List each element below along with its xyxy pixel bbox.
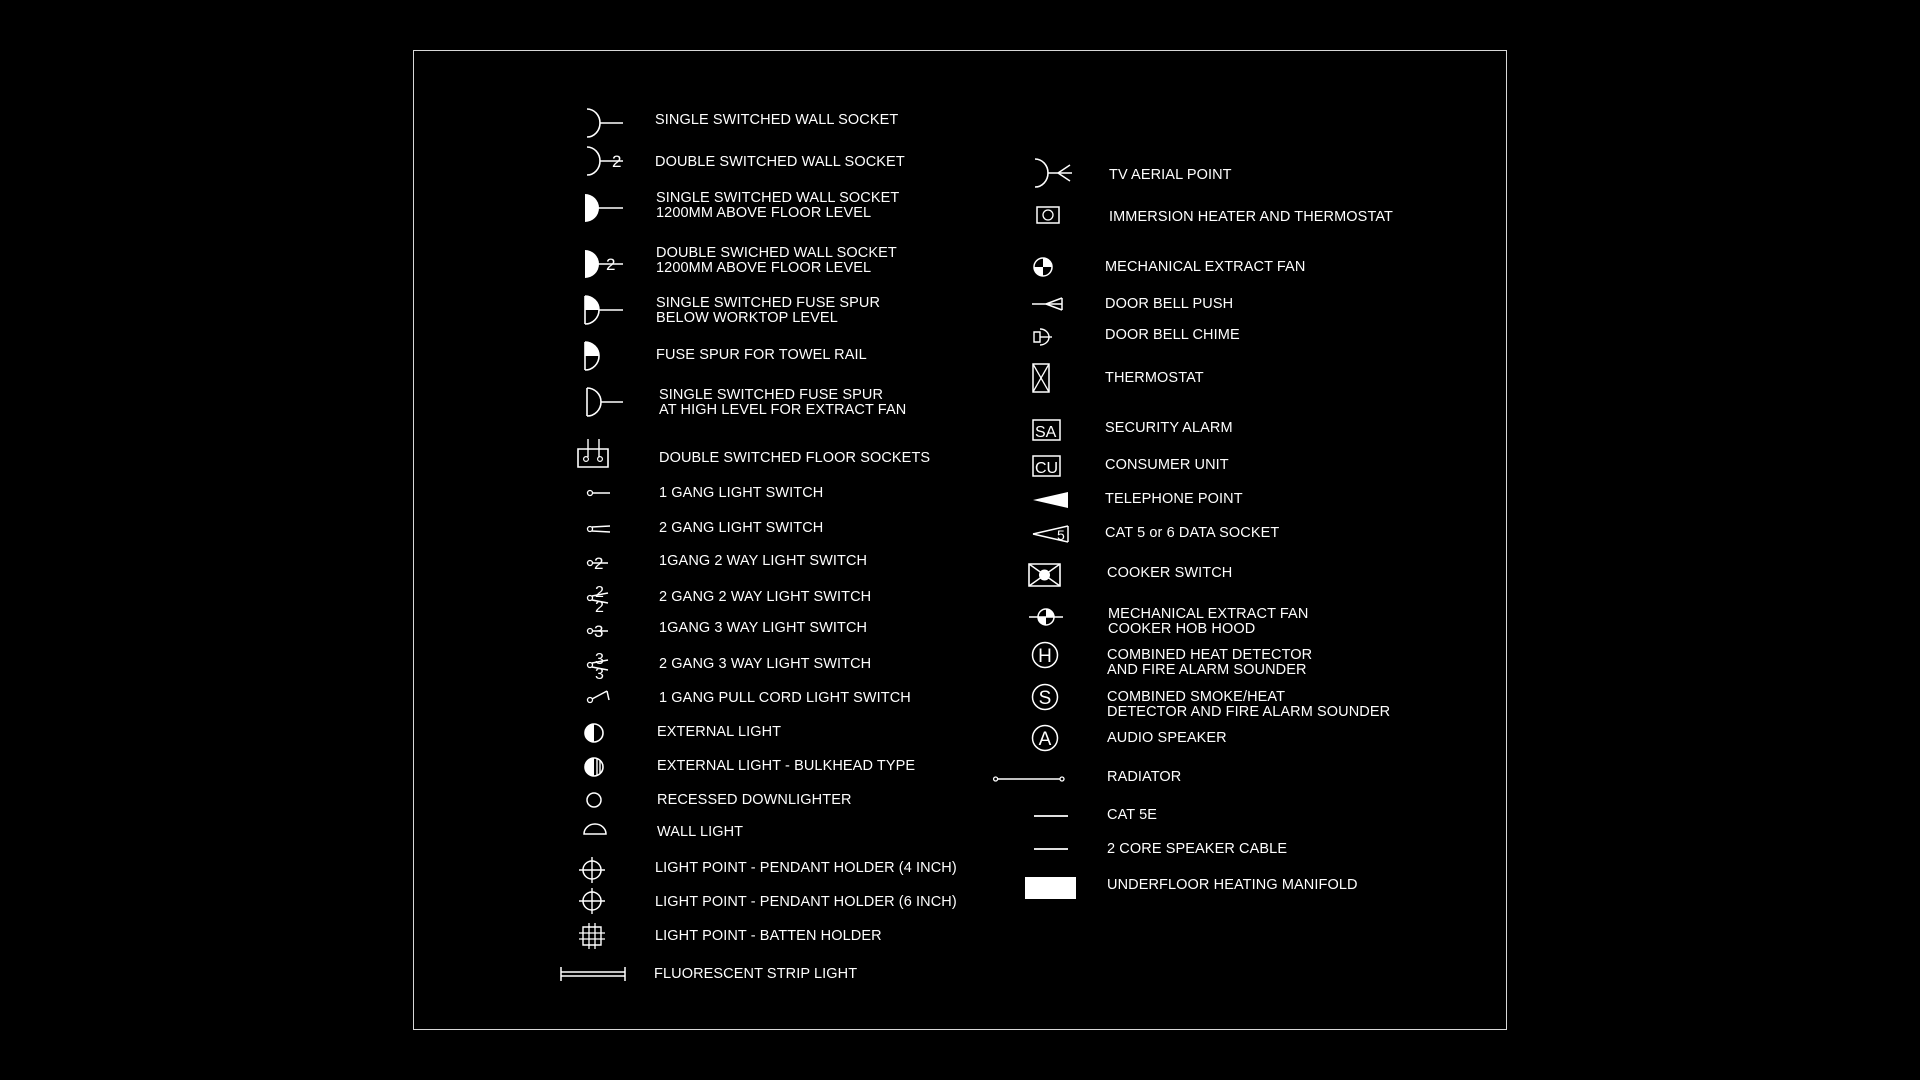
audio-speaker-icon (1020, 716, 1100, 760)
legend-label: DOUBLE SWICHED WALL SOCKET 1200MM ABOVE FLOOR LEVEL (656, 245, 897, 276)
single-socket-high-icon (570, 186, 650, 230)
legend-label: FLUORESCENT STRIP LIGHT (654, 966, 858, 982)
legend-label: 2 GANG 2 WAY LIGHT SWITCH (659, 589, 872, 605)
smoke-heat-detector-icon (1020, 675, 1100, 719)
legend-label: LIGHT POINT - BATTEN HOLDER (655, 928, 882, 944)
legend-label: WALL LIGHT (657, 824, 744, 840)
legend-label: MECHANICAL EXTRACT FAN (1105, 259, 1306, 275)
legend-label: CAT 5E (1107, 807, 1158, 823)
legend-label: LIGHT POINT - PENDANT HOLDER (4 INCH) (655, 860, 957, 876)
legend-label: COMBINED HEAT DETECTOR AND FIRE ALARM SOUNDER (1107, 647, 1313, 678)
speaker-cable-icon (1020, 827, 1100, 871)
legend-label: SINGLE SWITCHED WALL SOCKET 1200MM ABOVE FLOOR LEVEL (656, 190, 900, 221)
legend-label: THERMOSTAT (1105, 370, 1204, 386)
legend-label: 1GANG 2 WAY LIGHT SWITCH (659, 553, 868, 569)
switch-way-count: 2 (595, 599, 604, 616)
data-socket-icon (1020, 512, 1100, 556)
legend-label: 2 GANG LIGHT SWITCH (659, 520, 824, 536)
legend-label: SINGLE SWITCHED WALL SOCKET (655, 112, 899, 128)
smoke-detector-glyph: S (1038, 688, 1052, 709)
legend-label: DOUBLE SWITCHED FLOOR SOCKETS (659, 450, 931, 466)
svg-text:2: 2 (606, 255, 616, 274)
legend-label: 1 GANG LIGHT SWITCH (659, 485, 824, 501)
switch-way-count: 3 (594, 622, 604, 641)
legend-label: CAT 5 or 6 DATA SOCKET (1105, 525, 1280, 541)
tv-aerial-icon (1020, 151, 1100, 195)
legend-label: 2 GANG 3 WAY LIGHT SWITCH (659, 656, 872, 672)
double-switched-socket-icon (570, 139, 650, 183)
fuse-spur-worktop-icon (570, 288, 650, 332)
legend-label: DOUBLE SWITCHED WALL SOCKET (655, 154, 905, 170)
legend-label: CONSUMER UNIT (1105, 457, 1229, 473)
legend-label: COOKER SWITCH (1107, 565, 1233, 581)
legend-label: MECHANICAL EXTRACT FAN COOKER HOB HOOD (1108, 606, 1309, 637)
legend-label: DOOR BELL CHIME (1105, 327, 1240, 343)
switch-way-count: 3 (595, 666, 604, 683)
legend-label: DOOR BELL PUSH (1105, 296, 1234, 312)
legend-label: SINGLE SWITCHED FUSE SPUR BELOW WORKTOP LEVEL (656, 295, 881, 326)
consumer-unit-glyph: CU (1035, 460, 1059, 477)
svg-text:2: 2 (612, 152, 622, 171)
legend-label: SECURITY ALARM (1105, 420, 1233, 436)
legend-label: SINGLE SWITCHED FUSE SPUR AT HIGH LEVEL FOR EXTRACT FAN (659, 387, 907, 418)
security-alarm-glyph: SA (1035, 424, 1057, 441)
wall-light-icon (570, 807, 650, 851)
legend-label: UNDERFLOOR HEATING MANIFOLD (1107, 877, 1358, 893)
heat-detector-glyph: H (1038, 646, 1052, 667)
data-socket-glyph: 5 (1057, 527, 1065, 543)
cooker-switch-icon (1020, 553, 1100, 597)
thermostat-icon (1020, 356, 1100, 400)
switch-way-count: 2 (594, 554, 604, 573)
legend-label: RADIATOR (1107, 769, 1182, 785)
legend-label: 1GANG 3 WAY LIGHT SWITCH (659, 620, 868, 636)
door-bell-chime-icon (1020, 315, 1100, 359)
switch-way-count: 2 (595, 584, 604, 601)
legend-label: TELEPHONE POINT (1105, 491, 1243, 507)
fuse-spur-towel-rail-icon (570, 334, 650, 378)
legend-label: EXTERNAL LIGHT - BULKHEAD TYPE (657, 758, 916, 774)
audio-speaker-glyph: A (1038, 729, 1052, 750)
heat-detector-icon (1020, 633, 1100, 677)
legend-label: EXTERNAL LIGHT (657, 724, 782, 740)
double-socket-high-icon (570, 242, 650, 286)
legend-label: AUDIO SPEAKER (1107, 730, 1227, 746)
legend-label: TV AERIAL POINT (1109, 167, 1232, 183)
legend-label: FUSE SPUR FOR TOWEL RAIL (656, 347, 867, 363)
fluorescent-strip-icon (555, 952, 635, 996)
legend-label: RECESSED DOWNLIGHTER (657, 792, 852, 808)
legend-label: LIGHT POINT - PENDANT HOLDER (6 INCH) (655, 894, 957, 910)
underfloor-manifold-icon (1020, 866, 1100, 910)
immersion-heater-icon (1020, 193, 1100, 237)
fuse-spur-extract-fan-icon (570, 380, 650, 424)
legend-label: 1 GANG PULL CORD LIGHT SWITCH (659, 690, 911, 706)
switch-way-count: 3 (595, 651, 604, 668)
legend-label: COMBINED SMOKE/HEAT DETECTOR AND FIRE ALARM SOUNDER (1107, 689, 1391, 720)
legend-label: IMMERSION HEATER AND THERMOSTAT (1109, 209, 1393, 225)
legend-label: 2 CORE SPEAKER CABLE (1107, 841, 1288, 857)
